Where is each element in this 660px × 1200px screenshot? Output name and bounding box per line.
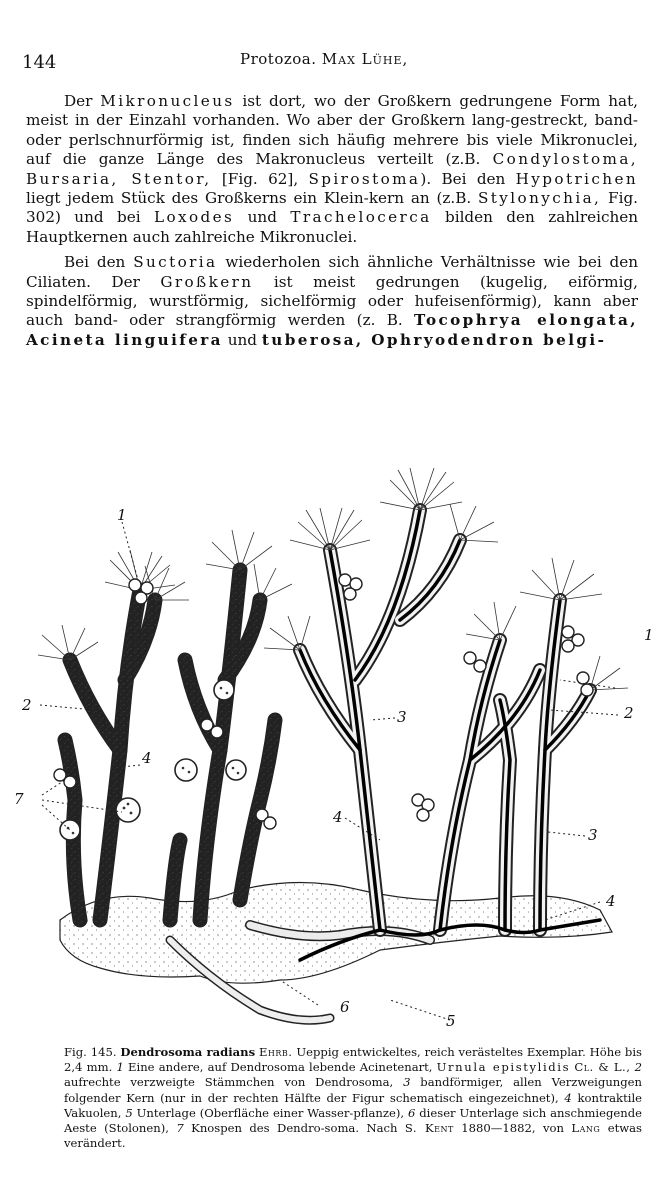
caption-text: Eine andere, auf Dendrosoma lebende Acinetenart, — [128, 1060, 433, 1075]
dendrosoma-illustration — [0, 420, 660, 1040]
label-6: 6 — [340, 998, 350, 1016]
caption-num: 7 — [176, 1121, 184, 1136]
term-species-list: Tocophrya elongata, Acineta linguifera — [26, 311, 638, 349]
term-mikronucleus: Mikronucleus — [100, 92, 235, 110]
caption-text: etwas verändert. — [64, 1121, 643, 1151]
caption-num: 1 — [116, 1060, 124, 1075]
caption-species: Urnula epistylidis — [436, 1060, 571, 1075]
page-header — [22, 46, 642, 76]
text-span: Bei den — [64, 253, 126, 272]
caption-text: aufrechte verzweigte Stämmchen von Dendrosoma, — [64, 1075, 394, 1090]
caption-author-lang: Lang — [571, 1121, 601, 1136]
caption-text: Unterlage (Oberfläche einer Wasser-pflanze), — [136, 1105, 405, 1120]
term-grosskern: Großkern — [160, 272, 254, 291]
caption-num: 5 — [125, 1105, 133, 1120]
paragraph-2 — [26, 253, 638, 350]
caption-num: 3 — [403, 1075, 411, 1090]
text-span: und — [227, 330, 258, 349]
text-span: ). Bei den — [420, 169, 506, 188]
caption-text: bandförmiger, allen Verzweigungen folgender Kern (nur in der rechten Hälfte der Figur schematisch eingezeichnet), — [64, 1075, 642, 1105]
running-head — [240, 50, 408, 68]
caption-author-kent: S. Kent — [404, 1121, 454, 1136]
label-2-left: 2 — [22, 696, 32, 714]
label-3-right: 3 — [588, 826, 598, 844]
label-7: 7 — [14, 790, 24, 808]
caption-text: Ueppig entwickeltes, reich verästeltes Exemplar. Höhe bis 2,4 mm. — [64, 1045, 643, 1075]
text-span: und — [247, 208, 277, 227]
caption-num: 4 — [564, 1090, 572, 1105]
label-4-mid: 4 — [333, 808, 343, 826]
body-text — [26, 92, 638, 356]
term-trachelocerca: Trachelocerca — [290, 208, 432, 227]
left-stems-fill — [65, 570, 275, 920]
caption-genus: Dendrosoma radians — [120, 1045, 256, 1059]
page-number: 144 — [22, 52, 57, 73]
label-1-right: 1 — [644, 626, 654, 644]
label-4-right: 4 — [606, 892, 616, 910]
caption-text: 1880—1882, von — [461, 1121, 564, 1136]
caption-text: kontraktile Vakuolen, — [64, 1090, 643, 1120]
caption-authority: Cl. & L., — [574, 1060, 631, 1075]
label-2-right: 2 — [624, 704, 634, 722]
text-span: liegt jedem Stück des Großkerns ein Klein-kern an (z.B. — [26, 189, 472, 208]
text-span: wiederholen sich ähnliche Verhältnisse wie bei den Ciliaten. Der — [26, 253, 639, 291]
caption-text: Knospen des Dendro-soma. Nach — [191, 1121, 398, 1136]
text-span: [Fig. 62], — [221, 169, 299, 188]
label-3-mid: 3 — [397, 708, 407, 726]
label-1-left: 1 — [117, 506, 127, 524]
caption-authority: Ehrb. — [258, 1045, 293, 1059]
term-spirostoma: Spirostoma — [308, 169, 421, 188]
paragraph-1 — [26, 92, 638, 247]
text-span: Fig. 302) und bei — [26, 189, 638, 227]
text-span: bilden den zahlreichen Hauptkernen auch zahlreiche Mikronuclei. — [26, 208, 639, 246]
term-genera-list: Condylostoma, Bursaria, Stentor, — [26, 150, 638, 188]
term-hypotrichen: Hypotrichen — [515, 169, 639, 188]
running-head-author: Max Lühe, — [321, 50, 409, 68]
term-loxodes: Loxodes — [153, 208, 235, 227]
label-4-left: 4 — [142, 749, 152, 767]
text-span: Der — [64, 92, 93, 110]
caption-num: 6 — [407, 1105, 416, 1120]
term-stylonychia: Stylonychia, — [477, 189, 602, 208]
caption-num: 2 — [634, 1060, 642, 1075]
figure-caption — [64, 1045, 642, 1151]
label-5: 5 — [446, 1012, 456, 1030]
figure-dendrosoma — [0, 420, 660, 1040]
caption-text: dieser Unterlage sich anschmiegende Aeste (Stolonen), — [64, 1105, 643, 1136]
term-suctoria: Suctoria — [133, 253, 218, 272]
text-span: ist meist gedrungen (kugelig, eiförmig, spindelförmig, wurstförmig, sichelförmig oder hufeisenförmig), kann aber auch band- oder strangförmig werden (z. B. — [26, 272, 638, 330]
term-species-list-2: tuberosa, Ophryodendron belgi- — [261, 330, 607, 349]
caption-fig-number: Fig. 145. — [64, 1045, 117, 1059]
running-head-section: Protozoa. — [240, 50, 317, 68]
text-span: ist dort, wo der Großkern gedrungene Form hat, meist in der Einzahl vorhanden. Wo aber der Großkern lang-gestreckt, band- oder perlschnurförmig ist, finden sich häufig mehrere bis viele Mikronuclei, auf die ganze Länge des Makronucleus verteilt (z.B. — [26, 92, 639, 169]
